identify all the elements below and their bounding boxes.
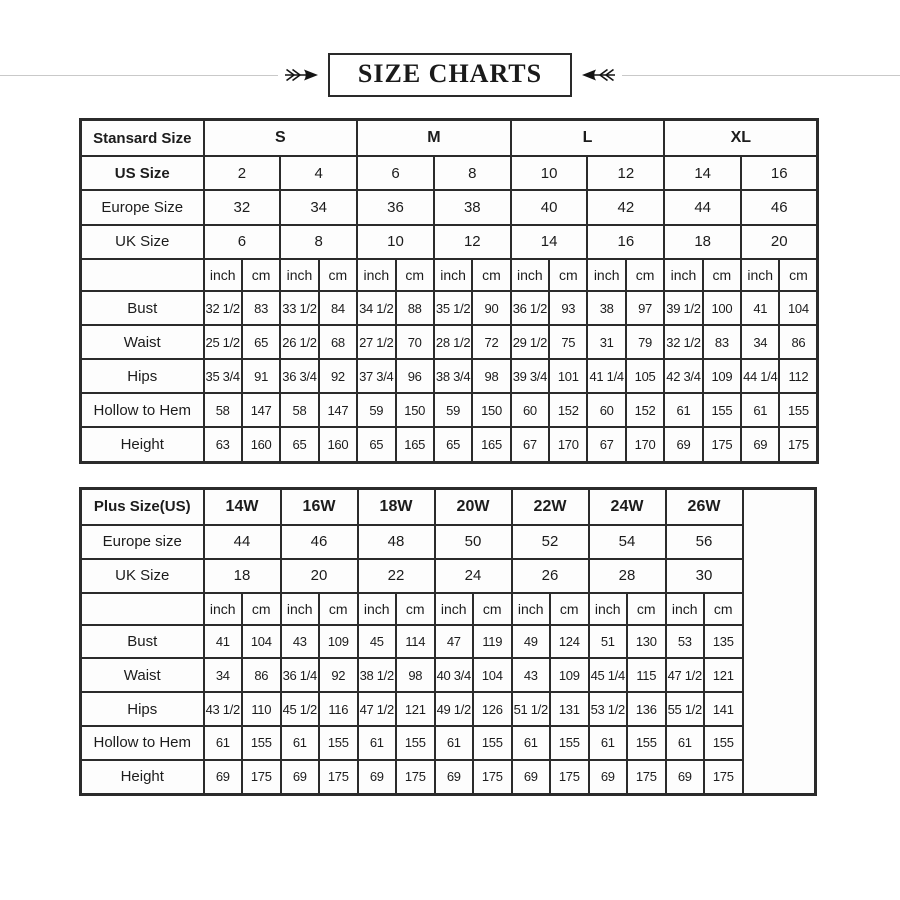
arrow-fleuron-left-icon bbox=[283, 66, 319, 84]
size-value-cell: 24 bbox=[435, 559, 512, 593]
size-value-cell: 34 bbox=[280, 190, 357, 224]
measurement-cell: 104 bbox=[242, 625, 281, 659]
measurement-cell: 109 bbox=[703, 359, 741, 393]
header-rule-left bbox=[0, 75, 278, 76]
size-value-cell: 44 bbox=[664, 190, 741, 224]
measurement-cell: 155 bbox=[473, 726, 512, 760]
unit-header-cell: cm bbox=[473, 593, 512, 625]
unit-header-cell: cm bbox=[396, 593, 435, 625]
measurement-cell: 43 bbox=[281, 625, 320, 659]
unit-header-cell: inch bbox=[357, 259, 395, 291]
measurement-cell: 155 bbox=[550, 726, 589, 760]
measurement-cell: 147 bbox=[319, 393, 357, 427]
page-header bbox=[0, 54, 900, 96]
measurement-cell: 38 1/2 bbox=[358, 658, 397, 692]
measurement-cell: 33 1/2 bbox=[280, 291, 318, 325]
measurement-cell: 83 bbox=[703, 325, 741, 359]
measurement-cell: 61 bbox=[664, 393, 702, 427]
measurement-cell: 59 bbox=[434, 393, 472, 427]
size-value-cell: 6 bbox=[357, 156, 434, 190]
unit-header-cell: cm bbox=[626, 259, 664, 291]
size-value-cell: 2 bbox=[204, 156, 281, 190]
size-value-cell: 46 bbox=[281, 525, 358, 559]
measurement-cell: 70 bbox=[396, 325, 434, 359]
measurement-cell: 34 1/2 bbox=[357, 291, 395, 325]
size-value-cell: 28 bbox=[589, 559, 666, 593]
size-value-cell: 18 bbox=[204, 559, 281, 593]
measurement-cell: 49 bbox=[512, 625, 551, 659]
measurement-cell: 60 bbox=[587, 393, 625, 427]
unit-header-cell: cm bbox=[319, 259, 357, 291]
unit-header-cell: cm bbox=[704, 593, 743, 625]
size-value-cell: 30 bbox=[666, 559, 743, 593]
size-value-cell: 26 bbox=[512, 559, 589, 593]
unit-header-cell: cm bbox=[319, 593, 358, 625]
measurement-cell: 69 bbox=[204, 760, 243, 795]
measurement-cell: 160 bbox=[319, 427, 357, 462]
measurement-cell: 26 1/2 bbox=[280, 325, 318, 359]
measurement-cell: 61 bbox=[435, 726, 474, 760]
measurement-cell: 121 bbox=[396, 692, 435, 726]
unit-header-cell: cm bbox=[472, 259, 510, 291]
unit-header-cell: inch bbox=[204, 259, 242, 291]
measurement-cell: 160 bbox=[242, 427, 280, 462]
row-label: Hollow to Hem bbox=[81, 393, 204, 427]
size-group-header: 24W bbox=[589, 489, 666, 525]
empty-column-cell bbox=[743, 489, 816, 795]
size-value-cell: 38 bbox=[434, 190, 511, 224]
unit-header-cell: cm bbox=[779, 259, 817, 291]
arrow-fleuron-right-icon bbox=[581, 66, 617, 84]
measurement-cell: 47 1/2 bbox=[666, 658, 705, 692]
row-label: Hips bbox=[81, 359, 204, 393]
unit-header-cell: inch bbox=[435, 593, 474, 625]
size-group-header: 26W bbox=[666, 489, 743, 525]
measurement-cell: 45 bbox=[358, 625, 397, 659]
size-value-cell: 8 bbox=[434, 156, 511, 190]
unit-header-cell: cm bbox=[703, 259, 741, 291]
measurement-cell: 104 bbox=[473, 658, 512, 692]
empty-label-cell bbox=[81, 593, 204, 625]
measurement-cell: 45 1/4 bbox=[589, 658, 628, 692]
measurement-cell: 141 bbox=[704, 692, 743, 726]
measurement-cell: 83 bbox=[242, 291, 280, 325]
measurement-cell: 175 bbox=[396, 760, 435, 795]
measurement-cell: 147 bbox=[242, 393, 280, 427]
measurement-cell: 124 bbox=[550, 625, 589, 659]
size-value-cell: 20 bbox=[281, 559, 358, 593]
unit-header-cell: inch bbox=[512, 593, 551, 625]
measurement-cell: 69 bbox=[281, 760, 320, 795]
measurement-cell: 69 bbox=[741, 427, 779, 462]
measurement-cell: 175 bbox=[550, 760, 589, 795]
measurement-cell: 61 bbox=[741, 393, 779, 427]
measurement-cell: 155 bbox=[779, 393, 817, 427]
measurement-cell: 79 bbox=[626, 325, 664, 359]
size-group-header: L bbox=[511, 120, 665, 157]
size-value-cell: 52 bbox=[512, 525, 589, 559]
measurement-cell: 39 1/2 bbox=[664, 291, 702, 325]
measurement-cell: 136 bbox=[627, 692, 666, 726]
measurement-cell: 40 3/4 bbox=[435, 658, 474, 692]
measurement-cell: 100 bbox=[703, 291, 741, 325]
measurement-cell: 49 1/2 bbox=[435, 692, 474, 726]
row-label: UK Size bbox=[81, 559, 204, 593]
measurement-cell: 65 bbox=[357, 427, 395, 462]
measurement-cell: 130 bbox=[627, 625, 666, 659]
measurement-cell: 86 bbox=[779, 325, 817, 359]
measurement-cell: 155 bbox=[396, 726, 435, 760]
size-value-cell: 44 bbox=[204, 525, 281, 559]
size-value-cell: 16 bbox=[587, 225, 664, 259]
measurement-cell: 41 bbox=[204, 625, 243, 659]
size-value-cell: 48 bbox=[358, 525, 435, 559]
standard-size-table bbox=[79, 118, 819, 464]
size-value-cell: 8 bbox=[280, 225, 357, 259]
measurement-cell: 69 bbox=[435, 760, 474, 795]
measurement-cell: 109 bbox=[319, 625, 358, 659]
size-value-cell: 12 bbox=[587, 156, 664, 190]
measurement-cell: 170 bbox=[549, 427, 587, 462]
size-value-cell: 46 bbox=[741, 190, 818, 224]
size-value-cell: 10 bbox=[357, 225, 434, 259]
size-value-cell: 56 bbox=[666, 525, 743, 559]
size-value-cell: 12 bbox=[434, 225, 511, 259]
measurement-cell: 105 bbox=[626, 359, 664, 393]
row-label: Bust bbox=[81, 625, 204, 659]
size-value-cell: 54 bbox=[589, 525, 666, 559]
unit-header-cell: cm bbox=[627, 593, 666, 625]
measurement-cell: 36 1/2 bbox=[511, 291, 549, 325]
size-group-header: 20W bbox=[435, 489, 512, 525]
row-label: Hips bbox=[81, 692, 204, 726]
measurement-cell: 29 1/2 bbox=[511, 325, 549, 359]
measurement-cell: 61 bbox=[204, 726, 243, 760]
measurement-cell: 35 3/4 bbox=[204, 359, 242, 393]
measurement-cell: 131 bbox=[550, 692, 589, 726]
measurement-cell: 98 bbox=[396, 658, 435, 692]
measurement-cell: 155 bbox=[704, 726, 743, 760]
measurement-cell: 175 bbox=[704, 760, 743, 795]
unit-header-cell: inch bbox=[434, 259, 472, 291]
measurement-cell: 37 3/4 bbox=[357, 359, 395, 393]
unit-header-cell: inch bbox=[281, 593, 320, 625]
measurement-cell: 60 bbox=[511, 393, 549, 427]
measurement-cell: 96 bbox=[396, 359, 434, 393]
size-value-cell: 18 bbox=[664, 225, 741, 259]
size-value-cell: 4 bbox=[280, 156, 357, 190]
row-label: Hollow to Hem bbox=[81, 726, 204, 760]
measurement-cell: 175 bbox=[242, 760, 281, 795]
row-label: Waist bbox=[81, 658, 204, 692]
size-group-header: 14W bbox=[204, 489, 281, 525]
row-label: Height bbox=[81, 427, 204, 462]
measurement-cell: 90 bbox=[472, 291, 510, 325]
unit-header-cell: cm bbox=[242, 593, 281, 625]
row-label: Height bbox=[81, 760, 204, 795]
measurement-cell: 45 1/2 bbox=[281, 692, 320, 726]
measurement-cell: 68 bbox=[319, 325, 357, 359]
measurement-cell: 35 1/2 bbox=[434, 291, 472, 325]
measurement-cell: 43 bbox=[512, 658, 551, 692]
measurement-cell: 104 bbox=[779, 291, 817, 325]
measurement-cell: 31 bbox=[587, 325, 625, 359]
measurement-cell: 55 1/2 bbox=[666, 692, 705, 726]
unit-header-cell: inch bbox=[587, 259, 625, 291]
unit-header-cell: inch bbox=[511, 259, 549, 291]
unit-header-cell: inch bbox=[280, 259, 318, 291]
measurement-cell: 36 3/4 bbox=[280, 359, 318, 393]
measurement-cell: 53 1/2 bbox=[589, 692, 628, 726]
size-group-header: 22W bbox=[512, 489, 589, 525]
measurement-cell: 109 bbox=[550, 658, 589, 692]
measurement-cell: 61 bbox=[666, 726, 705, 760]
measurement-cell: 69 bbox=[512, 760, 551, 795]
unit-header-cell: inch bbox=[589, 593, 628, 625]
measurement-cell: 38 3/4 bbox=[434, 359, 472, 393]
measurement-cell: 150 bbox=[396, 393, 434, 427]
measurement-cell: 41 bbox=[741, 291, 779, 325]
measurement-cell: 65 bbox=[434, 427, 472, 462]
measurement-cell: 84 bbox=[319, 291, 357, 325]
size-group-header: 16W bbox=[281, 489, 358, 525]
measurement-cell: 41 1/4 bbox=[587, 359, 625, 393]
row-label: UK Size bbox=[81, 225, 204, 259]
measurement-cell: 135 bbox=[704, 625, 743, 659]
measurement-cell: 61 bbox=[589, 726, 628, 760]
measurement-cell: 112 bbox=[779, 359, 817, 393]
measurement-cell: 97 bbox=[626, 291, 664, 325]
measurement-cell: 150 bbox=[472, 393, 510, 427]
size-value-cell: 42 bbox=[587, 190, 664, 224]
unit-header-cell: cm bbox=[549, 259, 587, 291]
measurement-cell: 88 bbox=[396, 291, 434, 325]
measurement-cell: 53 bbox=[666, 625, 705, 659]
measurement-cell: 165 bbox=[472, 427, 510, 462]
measurement-cell: 43 1/2 bbox=[204, 692, 243, 726]
unit-header-cell: inch bbox=[664, 259, 702, 291]
measurement-cell: 175 bbox=[779, 427, 817, 462]
row-label: Waist bbox=[81, 325, 204, 359]
measurement-cell: 67 bbox=[587, 427, 625, 462]
measurement-cell: 32 1/2 bbox=[204, 291, 242, 325]
header-rule-right bbox=[622, 75, 900, 76]
measurement-cell: 92 bbox=[319, 359, 357, 393]
unit-header-cell: inch bbox=[204, 593, 243, 625]
measurement-cell: 63 bbox=[204, 427, 242, 462]
measurement-cell: 75 bbox=[549, 325, 587, 359]
size-value-cell: 32 bbox=[204, 190, 281, 224]
size-value-cell: 20 bbox=[741, 225, 818, 259]
measurement-cell: 51 1/2 bbox=[512, 692, 551, 726]
size-value-cell: 14 bbox=[511, 225, 588, 259]
unit-header-cell: cm bbox=[396, 259, 434, 291]
measurement-cell: 101 bbox=[549, 359, 587, 393]
measurement-cell: 61 bbox=[512, 726, 551, 760]
table-corner-label: Plus Size(US) bbox=[81, 489, 204, 525]
measurement-cell: 61 bbox=[281, 726, 320, 760]
measurement-cell: 114 bbox=[396, 625, 435, 659]
measurement-cell: 39 3/4 bbox=[511, 359, 549, 393]
measurement-cell: 175 bbox=[703, 427, 741, 462]
size-value-cell: 16 bbox=[741, 156, 818, 190]
size-value-cell: 22 bbox=[358, 559, 435, 593]
measurement-cell: 119 bbox=[473, 625, 512, 659]
size-value-cell: 10 bbox=[511, 156, 588, 190]
measurement-cell: 47 bbox=[435, 625, 474, 659]
measurement-cell: 28 1/2 bbox=[434, 325, 472, 359]
measurement-cell: 72 bbox=[472, 325, 510, 359]
size-group-header: S bbox=[204, 120, 358, 157]
measurement-cell: 126 bbox=[473, 692, 512, 726]
measurement-cell: 69 bbox=[664, 427, 702, 462]
measurement-cell: 65 bbox=[242, 325, 280, 359]
size-value-cell: 14 bbox=[664, 156, 741, 190]
measurement-cell: 91 bbox=[242, 359, 280, 393]
measurement-cell: 69 bbox=[666, 760, 705, 795]
measurement-cell: 121 bbox=[704, 658, 743, 692]
measurement-cell: 110 bbox=[242, 692, 281, 726]
measurement-cell: 98 bbox=[472, 359, 510, 393]
size-group-header: XL bbox=[664, 120, 818, 157]
measurement-cell: 115 bbox=[627, 658, 666, 692]
plus-size-table bbox=[79, 487, 817, 796]
measurement-cell: 51 bbox=[589, 625, 628, 659]
measurement-cell: 67 bbox=[511, 427, 549, 462]
empty-label-cell bbox=[81, 259, 204, 291]
measurement-cell: 86 bbox=[242, 658, 281, 692]
table-corner-label: Stansard Size bbox=[81, 120, 204, 157]
measurement-cell: 58 bbox=[280, 393, 318, 427]
measurement-cell: 170 bbox=[626, 427, 664, 462]
measurement-cell: 65 bbox=[280, 427, 318, 462]
measurement-cell: 92 bbox=[319, 658, 358, 692]
measurement-cell: 47 1/2 bbox=[358, 692, 397, 726]
measurement-cell: 155 bbox=[627, 726, 666, 760]
measurement-cell: 36 1/4 bbox=[281, 658, 320, 692]
size-value-cell: 6 bbox=[204, 225, 281, 259]
measurement-cell: 61 bbox=[358, 726, 397, 760]
measurement-cell: 38 bbox=[587, 291, 625, 325]
measurement-cell: 44 1/4 bbox=[741, 359, 779, 393]
measurement-cell: 58 bbox=[204, 393, 242, 427]
size-value-cell: 50 bbox=[435, 525, 512, 559]
unit-header-cell: cm bbox=[242, 259, 280, 291]
measurement-cell: 34 bbox=[741, 325, 779, 359]
measurement-cell: 32 1/2 bbox=[664, 325, 702, 359]
measurement-cell: 175 bbox=[473, 760, 512, 795]
measurement-cell: 152 bbox=[549, 393, 587, 427]
row-label: Bust bbox=[81, 291, 204, 325]
measurement-cell: 69 bbox=[358, 760, 397, 795]
measurement-cell: 152 bbox=[626, 393, 664, 427]
page-title: SIZE CHARTS bbox=[328, 53, 572, 97]
unit-header-cell: cm bbox=[550, 593, 589, 625]
unit-header-cell: inch bbox=[741, 259, 779, 291]
size-group-header: 18W bbox=[358, 489, 435, 525]
row-label: Europe Size bbox=[81, 190, 204, 224]
size-group-header: M bbox=[357, 120, 511, 157]
measurement-cell: 155 bbox=[319, 726, 358, 760]
row-label: Europe size bbox=[81, 525, 204, 559]
unit-header-cell: inch bbox=[666, 593, 705, 625]
measurement-cell: 155 bbox=[703, 393, 741, 427]
measurement-cell: 34 bbox=[204, 658, 243, 692]
measurement-cell: 25 1/2 bbox=[204, 325, 242, 359]
measurement-cell: 175 bbox=[319, 760, 358, 795]
measurement-cell: 69 bbox=[589, 760, 628, 795]
measurement-cell: 42 3/4 bbox=[664, 359, 702, 393]
size-value-cell: 36 bbox=[357, 190, 434, 224]
measurement-cell: 27 1/2 bbox=[357, 325, 395, 359]
size-value-cell: 40 bbox=[511, 190, 588, 224]
measurement-cell: 155 bbox=[242, 726, 281, 760]
measurement-cell: 59 bbox=[357, 393, 395, 427]
unit-header-cell: inch bbox=[358, 593, 397, 625]
measurement-cell: 116 bbox=[319, 692, 358, 726]
measurement-cell: 165 bbox=[396, 427, 434, 462]
row-label: US Size bbox=[81, 156, 204, 190]
measurement-cell: 175 bbox=[627, 760, 666, 795]
measurement-cell: 93 bbox=[549, 291, 587, 325]
